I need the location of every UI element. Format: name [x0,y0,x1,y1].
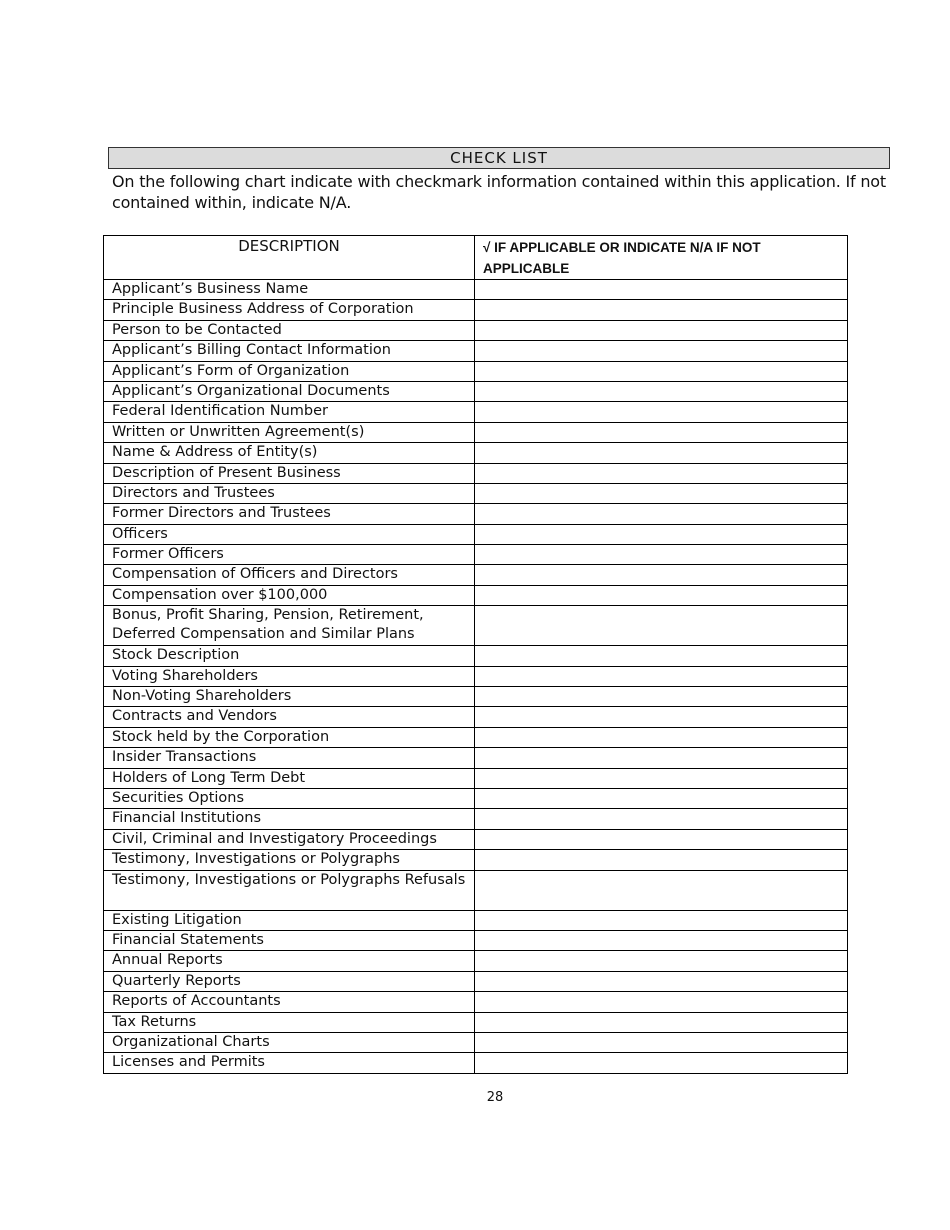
table-row [104,300,848,320]
row-description: Principle Business Address of Corporation [104,300,475,320]
row-applicable-cell[interactable] [475,992,848,1012]
row-description: Description of Present Business [104,463,475,483]
row-description: Testimony, Investigations or Polygraphs [104,850,475,870]
row-applicable-cell[interactable] [475,422,848,442]
row-applicable-cell[interactable] [475,1053,848,1073]
row-applicable-cell[interactable] [475,748,848,768]
row-applicable-cell[interactable] [475,504,848,524]
table-row [104,504,848,524]
row-description: Former Directors and Trustees [104,504,475,524]
table-row [104,971,848,991]
row-description: Voting Shareholders [104,666,475,686]
table-row [104,1053,848,1073]
table-header-row [104,236,848,280]
row-applicable-cell[interactable] [475,545,848,565]
row-description: Directors and Trustees [104,483,475,503]
checklist-banner: CHECK LIST [108,147,890,169]
row-description: Compensation of Officers and Directors [104,565,475,585]
row-applicable-cell[interactable] [475,850,848,870]
row-description: Insider Transactions [104,748,475,768]
row-applicable-cell[interactable] [475,381,848,401]
table-row [104,320,848,340]
row-description: Federal Identification Number [104,402,475,422]
table-row [104,707,848,727]
table-row [104,646,848,666]
row-applicable-cell[interactable] [475,870,848,910]
row-description: Financial Institutions [104,809,475,829]
row-applicable-cell[interactable] [475,300,848,320]
row-description: Non-Voting Shareholders [104,687,475,707]
row-applicable-cell[interactable] [475,910,848,930]
row-description: Name & Address of Entity(s) [104,443,475,463]
row-description: Former Officers [104,545,475,565]
row-applicable-cell[interactable] [475,930,848,950]
table-row [104,483,848,503]
table-row [104,809,848,829]
row-description: Stock Description [104,646,475,666]
row-applicable-cell[interactable] [475,280,848,300]
row-applicable-cell[interactable] [475,1012,848,1032]
table-row [104,381,848,401]
row-description: Bonus, Profit Sharing, Pension, Retirement, Deferred Compensation and Similar Plans [104,606,475,646]
row-applicable-cell[interactable] [475,727,848,747]
table-row [104,422,848,442]
table-row [104,402,848,422]
row-applicable-cell[interactable] [475,524,848,544]
row-applicable-cell[interactable] [475,443,848,463]
row-applicable-cell[interactable] [475,1032,848,1052]
table-row [104,910,848,930]
row-applicable-cell[interactable] [475,646,848,666]
row-description: Holders of Long Term Debt [104,768,475,788]
table-row [104,565,848,585]
row-applicable-cell[interactable] [475,666,848,686]
row-description: Testimony, Investigations or Polygraphs Refusals [104,870,475,910]
row-description: Officers [104,524,475,544]
table-row [104,1032,848,1052]
table-row [104,748,848,768]
row-applicable-cell[interactable] [475,565,848,585]
table-row [104,951,848,971]
row-applicable-cell[interactable] [475,402,848,422]
instructions-text: On the following chart indicate with checkmark information contained within this application. If not contained within, indicate N/A. [112,172,886,212]
row-description: Compensation over $100,000 [104,585,475,605]
table-row [104,606,848,646]
row-description: Annual Reports [104,951,475,971]
row-applicable-cell[interactable] [475,585,848,605]
row-description: Civil, Criminal and Investigatory Proceedings [104,829,475,849]
table-row [104,361,848,381]
table-row [104,930,848,950]
row-applicable-cell[interactable] [475,463,848,483]
row-applicable-cell[interactable] [475,707,848,727]
row-description: Contracts and Vendors [104,707,475,727]
row-applicable-cell[interactable] [475,341,848,361]
row-applicable-cell[interactable] [475,809,848,829]
table-row [104,585,848,605]
row-applicable-cell[interactable] [475,483,848,503]
checklist-body [104,280,848,1074]
row-applicable-cell[interactable] [475,361,848,381]
table-row [104,1012,848,1032]
description-column-header: DESCRIPTION [104,236,475,280]
row-description: Existing Litigation [104,910,475,930]
table-row [104,727,848,747]
row-applicable-cell[interactable] [475,951,848,971]
table-row [104,687,848,707]
row-description: Stock held by the Corporation [104,727,475,747]
row-applicable-cell[interactable] [475,687,848,707]
row-applicable-cell[interactable] [475,606,848,646]
table-row [104,788,848,808]
table-row [104,280,848,300]
applicable-column-header: √ IF APPLICABLE OR INDICATE N/A IF NOT APPLICABLE [475,236,848,280]
table-row [104,463,848,483]
table-row [104,850,848,870]
page-number: 28 [486,1090,504,1105]
row-applicable-cell[interactable] [475,320,848,340]
table-row [104,545,848,565]
table-row [104,524,848,544]
table-row [104,443,848,463]
row-description: Applicant’s Organizational Documents [104,381,475,401]
row-description: Financial Statements [104,930,475,950]
table-row [104,870,848,910]
row-applicable-cell[interactable] [475,768,848,788]
table-row [104,829,848,849]
row-description: Applicant’s Form of Organization [104,361,475,381]
row-description: Quarterly Reports [104,971,475,991]
row-description: Tax Returns [104,1012,475,1032]
row-description: Organizational Charts [104,1032,475,1052]
table-row [104,666,848,686]
row-applicable-cell[interactable] [475,971,848,991]
checklist-table [103,235,848,1074]
row-applicable-cell[interactable] [475,829,848,849]
table-row [104,341,848,361]
row-description: Applicant’s Billing Contact Information [104,341,475,361]
table-row [104,768,848,788]
row-description: Licenses and Permits [104,1053,475,1073]
table-row [104,992,848,1012]
row-description: Securities Options [104,788,475,808]
row-description: Written or Unwritten Agreement(s) [104,422,475,442]
row-description: Applicant’s Business Name [104,280,475,300]
row-applicable-cell[interactable] [475,788,848,808]
row-description: Reports of Accountants [104,992,475,1012]
row-description: Person to be Contacted [104,320,475,340]
